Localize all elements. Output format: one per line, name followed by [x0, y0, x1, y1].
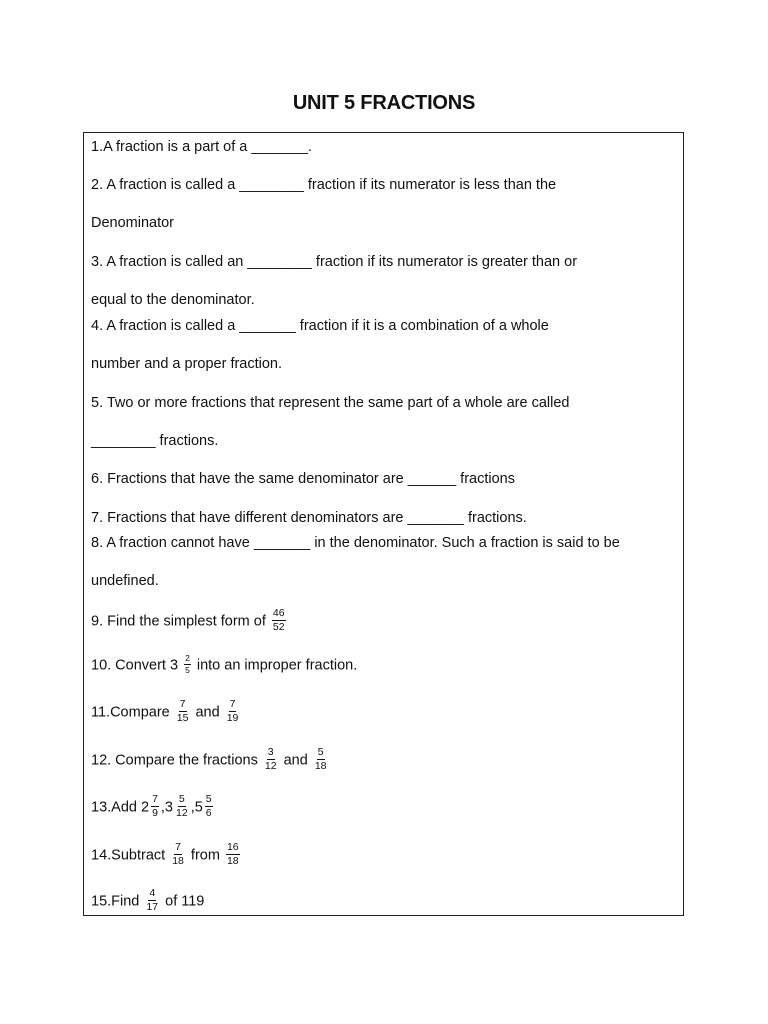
q15-fraction — [145, 888, 159, 913]
questions-box — [83, 132, 684, 916]
q10-fraction — [184, 654, 191, 675]
q13-sep-2: ,5 — [190, 799, 203, 816]
q14-fraction-2 — [226, 842, 240, 867]
q15-post: of 119 — [165, 893, 205, 910]
question-5: 5. Two or more fractions that represent the same part of a whole are called — [91, 395, 570, 411]
q13-f1-numerator: 7 — [152, 793, 158, 805]
q11-fraction-2 — [226, 699, 240, 724]
question-2: 2. A fraction is called a ________ fraction if its numerator is less than the — [91, 177, 557, 193]
q12-mid: and — [283, 752, 308, 769]
question-4: 4. A fraction is called a _______ fraction if it is a combination of a whole — [91, 318, 549, 334]
q9-numerator: 46 — [272, 607, 285, 619]
question-5-cont: ________ fractions. — [91, 433, 219, 449]
q13-fraction-2 — [175, 794, 189, 819]
q11-f2-denominator: 19 — [226, 712, 239, 724]
q14-f2-numerator: 16 — [226, 841, 239, 853]
q14-mid: from — [190, 847, 220, 864]
worksheet-title: UNIT 5 FRACTIONS — [292, 92, 476, 114]
q11-pre: 11.Compare — [91, 704, 170, 721]
q13-f1-denominator: 9 — [152, 807, 158, 819]
question-10 — [91, 655, 357, 676]
q11-f1-numerator: 7 — [179, 698, 186, 710]
q12-fraction-2 — [314, 747, 328, 772]
question-3: 3. A fraction is called an ________ fraction if its numerator is greater than or — [91, 254, 578, 270]
q12-f2-denominator: 18 — [314, 760, 327, 772]
q14-pre: 14.Subtract — [91, 847, 166, 864]
q14-f1-denominator: 18 — [172, 855, 184, 867]
q9-fraction — [272, 608, 286, 633]
q14-fraction-1 — [171, 842, 185, 867]
question-6: 6. Fractions that have the same denominator are ______ fractions — [91, 471, 515, 487]
q10-post: into an improper fraction. — [196, 657, 358, 674]
question-1: 1.A fraction is a part of a _______. — [91, 139, 312, 155]
q15-numerator: 4 — [149, 887, 156, 899]
q12-fraction-1 — [264, 747, 278, 772]
q13-pre: 13.Add 2 — [91, 799, 150, 816]
question-8: 8. A fraction cannot have _______ in the denominator. Such a fraction is said to be — [91, 535, 620, 551]
q11-mid: and — [195, 704, 220, 721]
q15-denominator: 17 — [146, 901, 159, 913]
q11-f1-denominator: 15 — [176, 712, 189, 724]
q13-f3-denominator: 6 — [205, 807, 212, 819]
q13-f3-numerator: 5 — [205, 793, 212, 805]
q9-text: 9. Find the simplest form of — [91, 613, 266, 630]
question-7: 7. Fractions that have different denominators are _______ fractions. — [91, 510, 527, 526]
question-8-cont: undefined. — [91, 573, 159, 589]
question-15 — [91, 889, 204, 914]
question-14 — [91, 843, 242, 868]
question-3-cont: equal to the denominator. — [91, 292, 255, 308]
q12-f1-numerator: 3 — [267, 746, 274, 758]
q11-f2-numerator: 7 — [229, 698, 236, 710]
q9-denominator: 52 — [272, 621, 285, 633]
q10-denominator: 5 — [185, 665, 190, 675]
q13-fraction-3 — [205, 794, 213, 819]
question-12 — [91, 748, 330, 773]
q14-f2-denominator: 18 — [226, 855, 239, 867]
q11-fraction-1 — [176, 699, 190, 724]
q12-pre: 12. Compare the fractions — [91, 752, 258, 769]
question-9 — [91, 609, 288, 634]
question-4-cont: number and a proper fraction. — [91, 356, 283, 372]
q13-f2-numerator: 5 — [178, 793, 185, 805]
q10-numerator: 2 — [185, 653, 190, 663]
q13-f2-denominator: 12 — [176, 807, 188, 819]
question-13 — [91, 795, 215, 820]
q10-pre: 10. Convert 3 — [91, 657, 179, 674]
q13-sep-1: ,3 — [160, 799, 173, 816]
q13-fraction-1 — [151, 794, 159, 819]
question-2-cont: Denominator — [91, 215, 175, 231]
q12-f1-denominator: 12 — [264, 760, 277, 772]
q15-pre: 15.Find — [91, 893, 140, 910]
question-11 — [91, 700, 241, 725]
q12-f2-numerator: 5 — [317, 746, 324, 758]
q14-f1-numerator: 7 — [175, 841, 181, 853]
